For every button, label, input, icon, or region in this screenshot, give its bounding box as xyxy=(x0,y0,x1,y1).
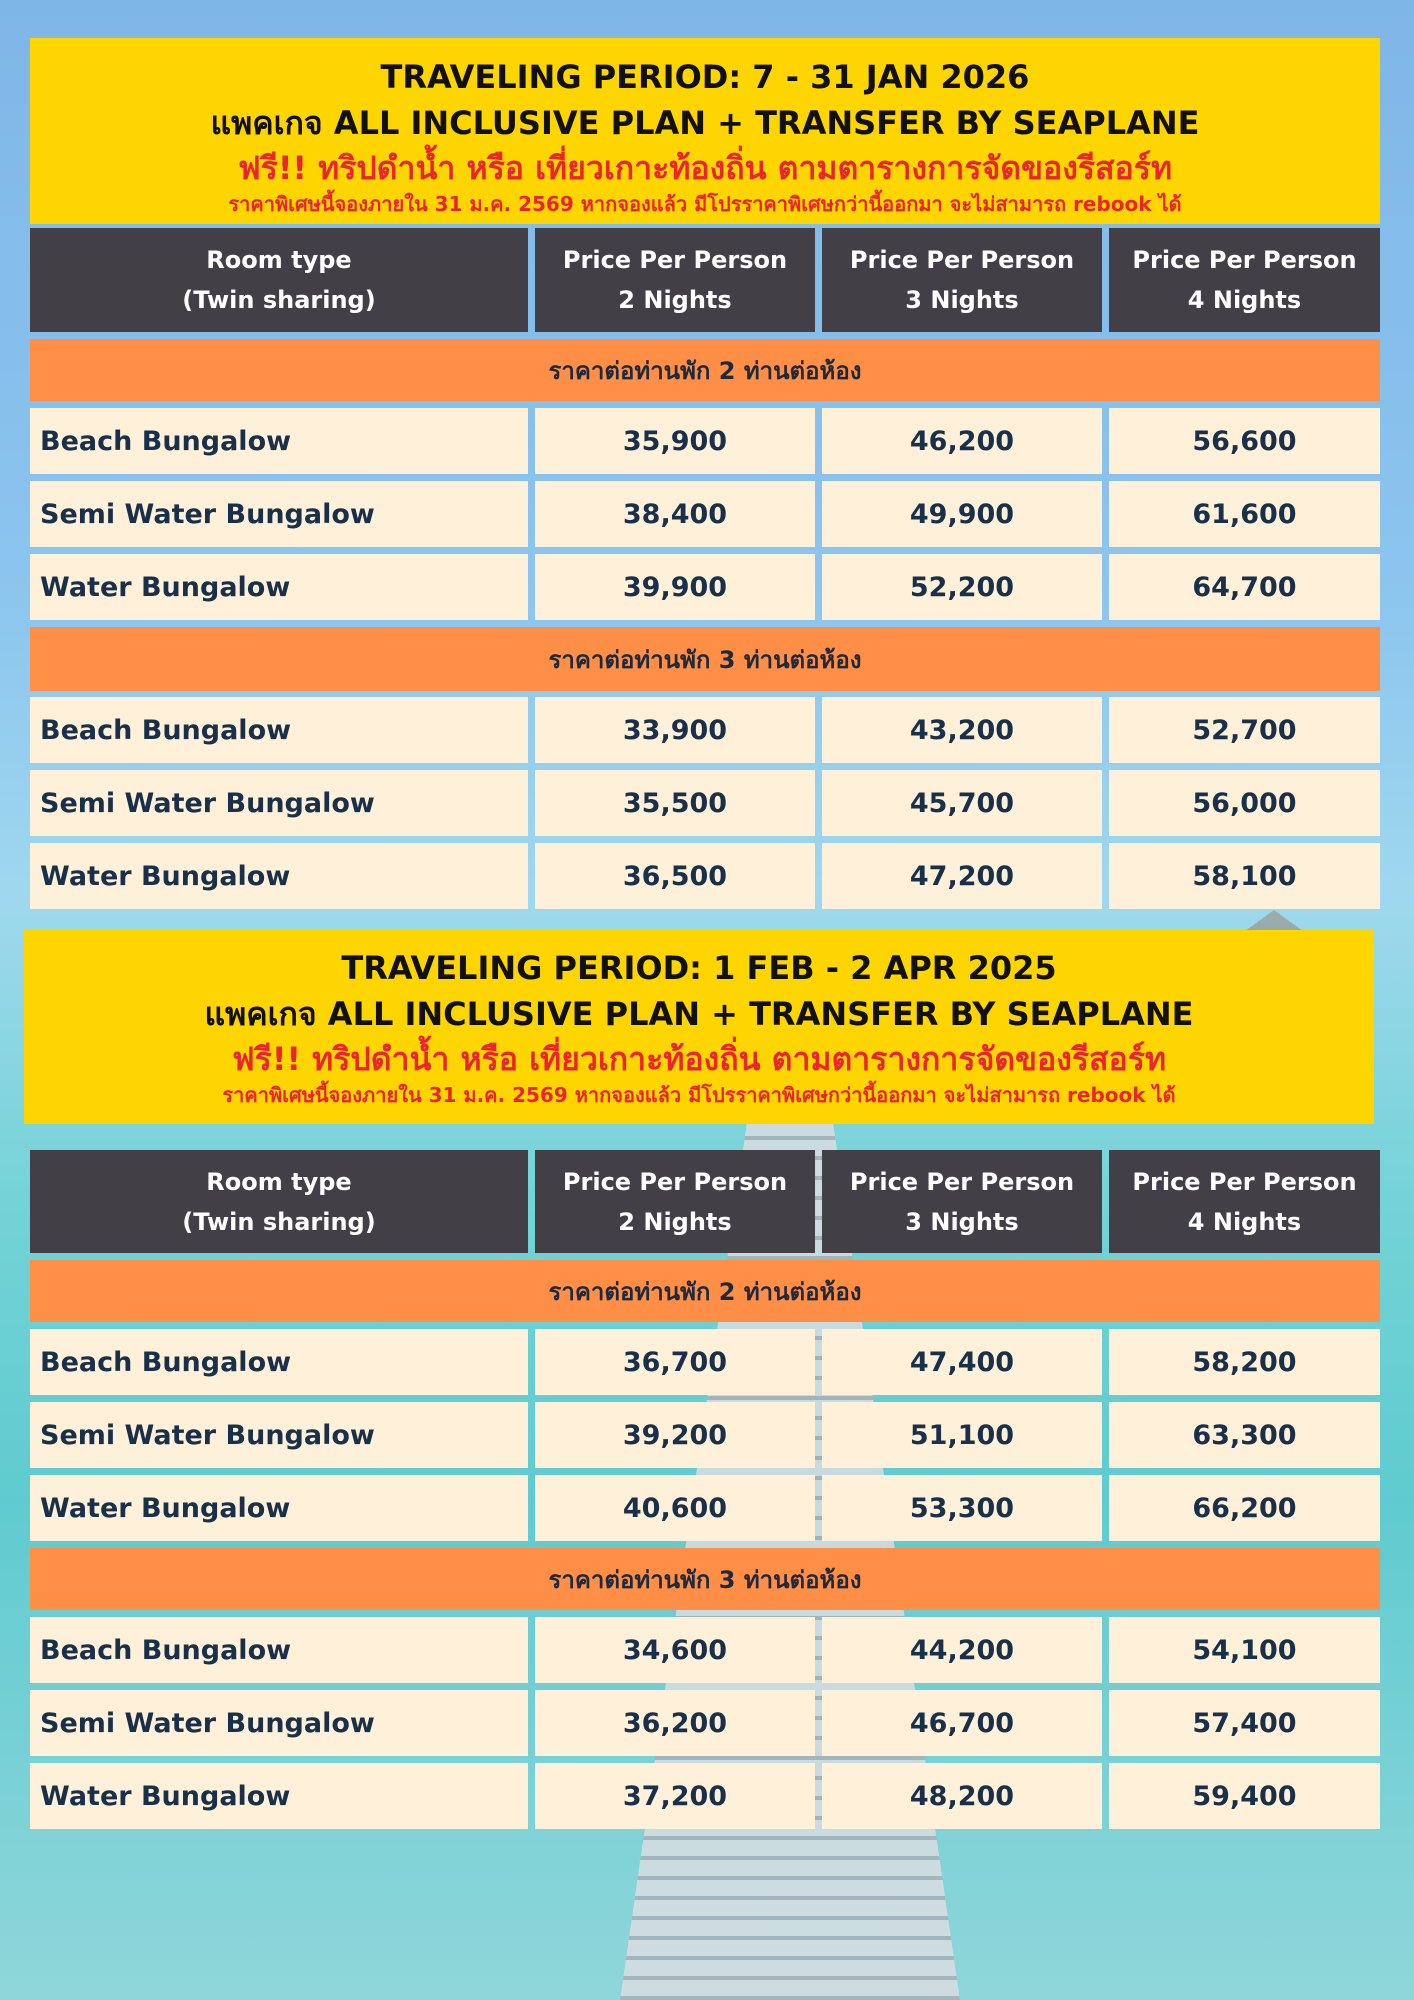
free-offer-text: ฟรี!! ทริปดำน้ำ หรือ เที่ยวเกาะท้องถิ่น ตามตารางการจัดของรีสอร์ท xyxy=(237,149,1173,187)
price-cell: 53,300 xyxy=(822,1475,1102,1541)
header-room-type xyxy=(30,228,528,332)
price-cell: 47,200 xyxy=(822,843,1102,909)
price-cell: 46,200 xyxy=(822,408,1102,474)
price-cell: 58,100 xyxy=(1109,843,1380,909)
price-cell: 56,600 xyxy=(1109,408,1380,474)
price-cell: 63,300 xyxy=(1109,1402,1380,1468)
price-cell: 64,700 xyxy=(1109,554,1380,620)
header-line: (Twin sharing) xyxy=(182,1207,376,1236)
price-cell: 58,200 xyxy=(1109,1329,1380,1395)
header-4-nights xyxy=(1109,1150,1380,1253)
price-cell: 38,400 xyxy=(535,481,815,547)
group-label-2-per-room: ราคาต่อท่านพัก 2 ท่านต่อห้อง xyxy=(30,339,1380,401)
header-line: 3 Nights xyxy=(905,1207,1019,1236)
price-cell: 36,700 xyxy=(535,1329,815,1395)
header-2-nights xyxy=(535,228,815,332)
room-type-cell: Semi Water Bungalow xyxy=(30,481,528,547)
price-cell: 36,200 xyxy=(535,1690,815,1756)
header-line: Price Per Person xyxy=(849,1167,1075,1196)
room-type-cell: Beach Bungalow xyxy=(30,408,528,474)
price-cell: 59,400 xyxy=(1109,1763,1380,1829)
price-cell: 52,200 xyxy=(822,554,1102,620)
header-2-nights xyxy=(535,1150,815,1253)
header-3-nights xyxy=(822,228,1102,332)
price-cell: 57,400 xyxy=(1109,1690,1380,1756)
header-line: 2 Nights xyxy=(618,286,732,314)
header-line: Price Per Person xyxy=(1132,246,1357,274)
header-line: Price Per Person xyxy=(562,246,788,274)
room-type-cell: Semi Water Bungalow xyxy=(30,1402,528,1468)
room-type-cell: Semi Water Bungalow xyxy=(30,770,528,836)
room-type-cell: Water Bungalow xyxy=(30,554,528,620)
room-type-cell: Water Bungalow xyxy=(30,1763,528,1829)
package-title: แพคเกจ ALL INCLUSIVE PLAN + TRANSFER BY SEAPLANE xyxy=(204,995,1194,1033)
room-type-cell: Water Bungalow xyxy=(30,843,528,909)
group-label-3-per-room: ราคาต่อท่านพัก 3 ท่านต่อห้อง xyxy=(30,1548,1380,1610)
price-cell: 36,500 xyxy=(535,843,815,909)
price-cell: 52,700 xyxy=(1109,697,1380,763)
package-title: แพคเกจ ALL INCLUSIVE PLAN + TRANSFER BY SEAPLANE xyxy=(210,104,1200,142)
price-cell: 35,900 xyxy=(535,408,815,474)
header-line: Price Per Person xyxy=(849,246,1075,274)
header-line: 4 Nights xyxy=(1187,286,1302,314)
header-line: Price Per Person xyxy=(1132,1167,1357,1196)
price-cell: 35,500 xyxy=(535,770,815,836)
price-cell: 66,200 xyxy=(1109,1475,1380,1541)
header-room-type xyxy=(30,1150,528,1253)
price-cell: 47,400 xyxy=(822,1329,1102,1395)
header-line: 3 Nights xyxy=(905,286,1019,314)
price-cell: 45,700 xyxy=(822,770,1102,836)
booking-note: ราคาพิเศษนี้จองภายใน 31 ม.ค. 2569 หากจองแล้ว มีโปรราคาพิเศษกว่านี้ออกมา จะไม่สามารถ rebook ได้ xyxy=(228,192,1182,216)
price-cell: 54,100 xyxy=(1109,1617,1380,1683)
price-cell: 39,200 xyxy=(535,1402,815,1468)
price-cell: 37,200 xyxy=(535,1763,815,1829)
group-label-2-per-room: ราคาต่อท่านพัก 2 ท่านต่อห้อง xyxy=(30,1260,1380,1322)
price-cell: 56,000 xyxy=(1109,770,1380,836)
header-line: 2 Nights xyxy=(618,1207,732,1236)
price-cell: 43,200 xyxy=(822,697,1102,763)
header-line: Price Per Person xyxy=(562,1167,788,1196)
room-type-cell: Beach Bungalow xyxy=(30,697,528,763)
price-cell: 61,600 xyxy=(1109,481,1380,547)
price-cell: 49,900 xyxy=(822,481,1102,547)
price-cell: 48,200 xyxy=(822,1763,1102,1829)
header-line: Room type xyxy=(206,1167,352,1196)
price-cell: 39,900 xyxy=(535,554,815,620)
room-type-cell: Beach Bungalow xyxy=(30,1329,528,1395)
room-type-cell: Water Bungalow xyxy=(30,1475,528,1541)
price-cell: 44,200 xyxy=(822,1617,1102,1683)
free-offer-text: ฟรี!! ทริปดำน้ำ หรือ เที่ยวเกาะท้องถิ่น ตามตารางการจัดของรีสอร์ท xyxy=(231,1040,1167,1078)
price-cell: 40,600 xyxy=(535,1475,815,1541)
header-4-nights xyxy=(1109,228,1380,332)
period-title: TRAVELING PERIOD: 1 FEB - 2 APR 2025 xyxy=(341,949,1057,987)
price-cell: 46,700 xyxy=(822,1690,1102,1756)
price-cell: 34,600 xyxy=(535,1617,815,1683)
group-label-3-per-room: ราคาต่อท่านพัก 3 ท่านต่อห้อง xyxy=(30,627,1380,691)
period-title: TRAVELING PERIOD: 7 - 31 JAN 2026 xyxy=(380,58,1030,96)
booking-note: ราคาพิเศษนี้จองภายใน 31 ม.ค. 2569 หากจองแล้ว มีโปรราคาพิเศษกว่านี้ออกมา จะไม่สามารถ rebook ได้ xyxy=(222,1083,1176,1107)
header-line: 4 Nights xyxy=(1187,1207,1302,1236)
price-cell: 51,100 xyxy=(822,1402,1102,1468)
period-banner-2 xyxy=(24,930,1374,1124)
room-type-cell: Semi Water Bungalow xyxy=(30,1690,528,1756)
period-banner-1 xyxy=(30,38,1380,224)
header-3-nights xyxy=(822,1150,1102,1253)
price-cell: 33,900 xyxy=(535,697,815,763)
header-line: (Twin sharing) xyxy=(182,286,376,314)
header-line: Room type xyxy=(206,246,352,274)
room-type-cell: Beach Bungalow xyxy=(30,1617,528,1683)
